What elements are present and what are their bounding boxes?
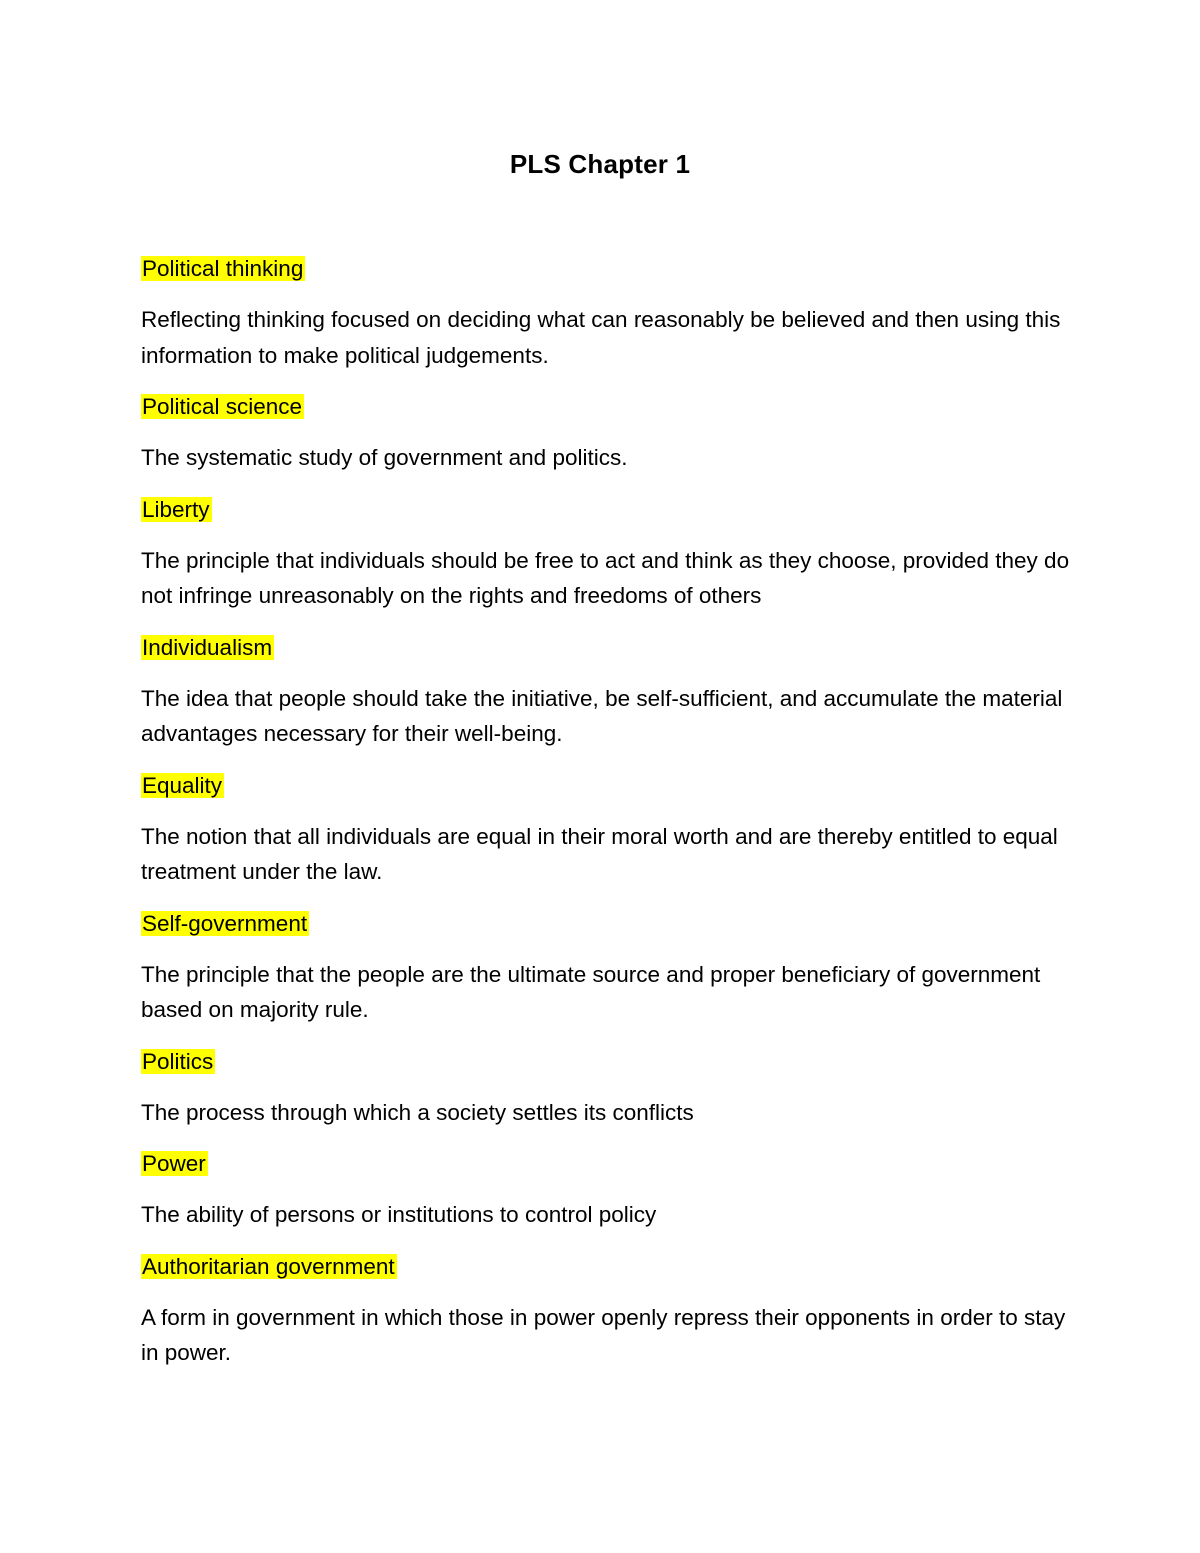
term-definition: A form in government in which those in power openly repress their opponents in order to stay in power. (141, 1304, 1066, 1365)
term-definition: Reflecting thinking focused on deciding what can reasonably be believed and then using this information to make political judgements. (141, 307, 1061, 368)
term-highlight: Authoritarian government (142, 1253, 395, 1279)
term-heading (141, 390, 1071, 424)
glossary-entry-liberty (141, 493, 1071, 614)
glossary-entry-political-thinking (141, 252, 1071, 373)
term-highlight: Liberty (142, 496, 210, 522)
term-heading (141, 1147, 1071, 1181)
term-highlight: Power (142, 1151, 206, 1176)
term-heading (141, 1045, 1071, 1079)
glossary-entry-power (141, 1147, 1071, 1233)
term-definition: The principle that the people are the ultimate source and proper beneficiary of government based on majority rule. (141, 961, 1041, 1022)
term-highlight: Politics (142, 1048, 214, 1074)
term-highlight: Equality (142, 772, 223, 798)
term-highlight: Political science (142, 394, 303, 419)
term-highlight: Individualism (142, 634, 273, 660)
glossary-entry-authoritarian-government (141, 1250, 1071, 1371)
glossary-entry-equality (141, 769, 1071, 890)
term-definition: The ability of persons or institutions to control policy (141, 1202, 657, 1227)
term-definition: The notion that all individuals are equal in their moral worth and are thereby entitled to equal treatment under the law. (141, 823, 1058, 884)
term-heading (141, 493, 1071, 527)
term-heading (141, 1250, 1071, 1284)
term-heading (141, 252, 1071, 286)
term-heading (141, 907, 1071, 941)
glossary-entry-individualism (141, 631, 1071, 752)
term-definition: The process through which a society settles its conflicts (141, 1099, 694, 1125)
term-highlight: Self-government (142, 910, 308, 936)
term-heading (141, 769, 1071, 803)
term-definition: The idea that people should take the initiative, be self-sufficient, and accumulate the material advantages necessary for their well-being. (141, 685, 1063, 746)
glossary (141, 252, 1071, 1388)
term-heading (141, 631, 1071, 665)
term-definition: The principle that individuals should be free to act and think as they choose, provided they do not infringe unreasonably on the rights and freedoms of others (141, 547, 1070, 608)
term-highlight: Political thinking (142, 256, 304, 281)
glossary-entry-political-science (141, 390, 1071, 476)
glossary-entry-self-government (141, 907, 1071, 1028)
glossary-entry-politics (141, 1045, 1071, 1131)
term-definition: The systematic study of government and politics. (141, 445, 628, 470)
page-title: PLS Chapter 1 (509, 149, 691, 179)
